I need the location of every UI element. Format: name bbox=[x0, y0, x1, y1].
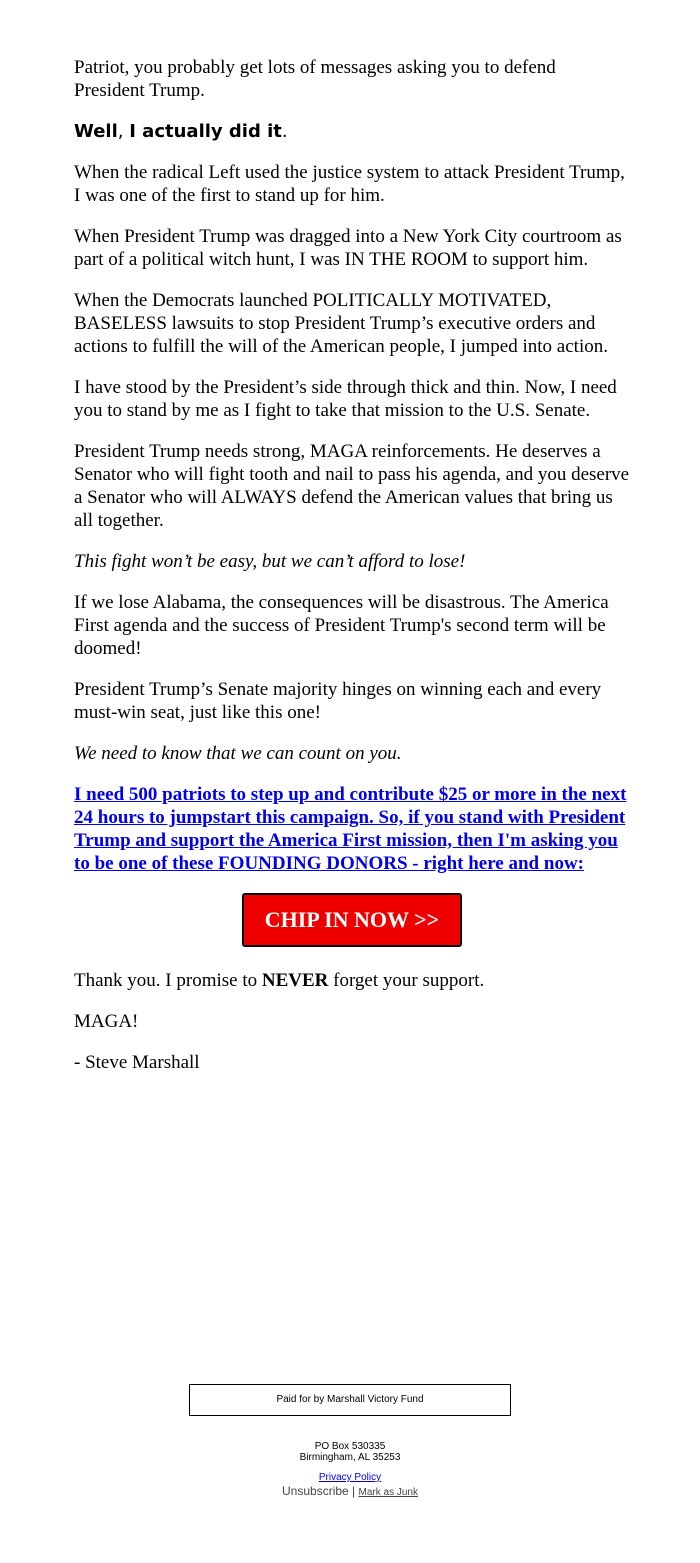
well-comma: , bbox=[117, 121, 130, 142]
fight-paragraph: This fight won’t be easy, but we can’t afford to lose! bbox=[74, 551, 466, 572]
email-body bbox=[74, 56, 630, 1092]
stood-by-paragraph: I have stood by the President’s side through thick and thin. Now, I need you to stand by me as I fight to take that mission to the U.S. Senate. bbox=[74, 377, 617, 421]
thanks-pre: Thank you. I promise to bbox=[74, 970, 262, 991]
well-period: . bbox=[281, 121, 288, 142]
intro-paragraph: Patriot, you probably get lots of messages asking you to defend President Trump. bbox=[74, 57, 556, 101]
email-footer bbox=[0, 1384, 700, 1500]
alabama-paragraph: If we lose Alabama, the consequences will be disastrous. The America First agenda and the success of President Trump's second term will be doomed! bbox=[74, 592, 609, 659]
address-line-1: PO Box 530335 bbox=[314, 1441, 386, 1452]
donate-appeal-link[interactable]: I need 500 patriots to step up and contribute $25 or more in the next 24 hours to jumpstart this campaign. So, if you stand with President Trump and support the America First mission, then I'm asking you to be one of these FOUNDING DONORS - right here and now: bbox=[74, 784, 627, 874]
signature: - Steve Marshall bbox=[74, 1052, 200, 1073]
justice-paragraph: When the radical Left used the justice system to attack President Trump, I was one of the first to stand up for him. bbox=[74, 162, 625, 206]
majority-paragraph: President Trump’s Senate majority hinges on winning each and every must-win seat, just like this one! bbox=[74, 679, 602, 723]
mailing-address bbox=[0, 1441, 700, 1463]
did-it-text: I actually did it bbox=[129, 121, 282, 142]
paid-for-disclaimer: Paid for by Marshall Victory Fund bbox=[189, 1384, 511, 1416]
privacy-policy-link[interactable]: Privacy Policy bbox=[318, 1472, 382, 1483]
never-text: NEVER bbox=[261, 970, 329, 991]
mark-as-junk-link[interactable]: Mark as Junk bbox=[358, 1487, 418, 1498]
unsubscribe-line bbox=[0, 1484, 700, 1500]
footer-links bbox=[0, 1472, 700, 1484]
well-text: Well bbox=[74, 121, 118, 142]
thanks-paragraph bbox=[74, 969, 630, 992]
maga-signoff: MAGA! bbox=[74, 1011, 139, 1032]
well-paragraph bbox=[74, 120, 630, 143]
cta-container bbox=[74, 893, 630, 947]
unsubscribe-link[interactable]: Unsubscribe bbox=[282, 1484, 349, 1498]
appeal-paragraph bbox=[74, 783, 630, 875]
count-on-you-paragraph: We need to know that we can count on you. bbox=[74, 743, 402, 764]
lawsuits-paragraph: When the Democrats launched POLITICALLY MOTIVATED, BASELESS lawsuits to stop President Trump’s executive orders and actions to fulfill the will of the American people, I jumped into action. bbox=[74, 290, 608, 357]
reinforcements-paragraph: President Trump needs strong, MAGA reinforcements. He deserves a Senator who will fight tooth and nail to pass his agenda, and you deserve a Senator who will ALWAYS defend the American values that bring us all together. bbox=[74, 441, 630, 531]
address-line-2: Birmingham, AL 35253 bbox=[299, 1452, 401, 1463]
thanks-post: forget your support. bbox=[328, 970, 485, 991]
courtroom-paragraph: When President Trump was dragged into a New York City courtroom as part of a political witch hunt, I was IN THE ROOM to support him. bbox=[74, 226, 622, 270]
footer-separator: | bbox=[348, 1484, 359, 1498]
chip-in-now-button[interactable]: CHIP IN NOW >> bbox=[242, 893, 462, 947]
